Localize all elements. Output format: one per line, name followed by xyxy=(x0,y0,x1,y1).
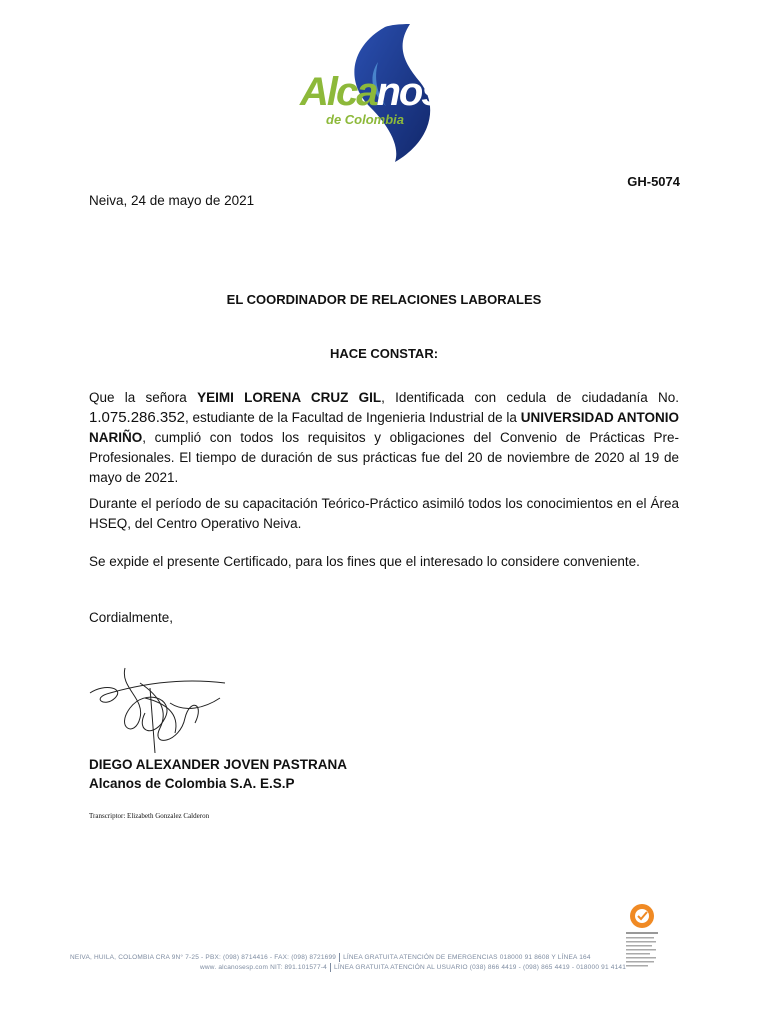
reference-code: GH-5074 xyxy=(627,174,680,189)
logo-word-alca: Alca xyxy=(300,70,377,114)
logo-wordmark xyxy=(300,70,442,114)
sgs-certification-seal xyxy=(622,900,662,980)
footer-line-1 xyxy=(70,953,626,963)
certification-paragraph xyxy=(89,388,679,488)
letterhead-footer xyxy=(70,953,626,973)
p1-text-a: Que la señora xyxy=(89,390,198,405)
hace-constar-title: HACE CONSTAR: xyxy=(329,346,439,361)
id-number: 1.075.286.352 xyxy=(89,409,185,426)
footer-address: NEIVA, HUILA, COLOMBIA CRA 9N° 7-25 - PBX: (098) 8714416 - FAX: (098) 8721699 xyxy=(70,954,337,962)
footer-user-line: LÍNEA GRATUITA ATENCIÓN AL USUARIO (038) 866 4419 - (098) 865 4419 - 018000 91 4141 xyxy=(334,964,627,972)
footer-web-nit: www. alcanosesp.com NIT: 891.101577-4 xyxy=(200,964,327,972)
signer-block xyxy=(89,755,347,793)
p1-text-c: , estudiante de la Facultad de Ingenieria Industrial de la xyxy=(184,410,521,425)
footer-divider xyxy=(330,963,331,972)
footer-line-2 xyxy=(70,963,626,973)
signer-company: Alcanos de Colombia S.A. E.S.P xyxy=(89,776,295,791)
training-paragraph: Durante el período de su capacitación Teórico-Práctico asimiló todos los conocimientos en el Área HSEQ, del Centro Operativo Neiva. xyxy=(89,496,679,531)
logo-subtitle: de Colombia xyxy=(326,112,405,127)
coordinator-title: EL COORDINADOR DE RELACIONES LABORALES xyxy=(226,292,542,307)
university-name: UNIVERSIDAD ANTONIO NARIÑO xyxy=(89,410,679,445)
handwritten-signature xyxy=(85,658,235,758)
logo-word-nos: nos xyxy=(376,70,442,114)
p1-text-d: , cumplió con todos los requisitos y obligaciones del Convenio de Prácticas Pre-Profesionales. El tiempo de duración de sus prácticas fue del 20 de noviembre de 2020 al 19 de mayo de 2021. xyxy=(89,430,679,485)
student-name: YEIMI LORENA CRUZ GIL xyxy=(197,390,382,405)
p1-text-b: , Identificada con cedula de ciudadanía No. xyxy=(381,390,679,405)
transcriber-note: Transcriptor: Elizabeth Gonzalez Calderon xyxy=(89,812,210,820)
footer-emergency-line: LÍNEA GRATUITA ATENCIÓN DE EMERGENCIAS 018000 91 8608 Y LÍNEA 164 xyxy=(343,954,591,962)
footer-divider xyxy=(339,953,340,962)
signer-name: DIEGO ALEXANDER JOVEN PASTRANA xyxy=(89,757,348,772)
letter-date: Neiva, 24 de mayo de 2021 xyxy=(89,193,255,208)
purpose-paragraph: Se expide el presente Certificado, para los fines que el interesado lo considere conveniente. xyxy=(89,554,640,569)
closing-salutation: Cordialmente, xyxy=(89,610,174,625)
